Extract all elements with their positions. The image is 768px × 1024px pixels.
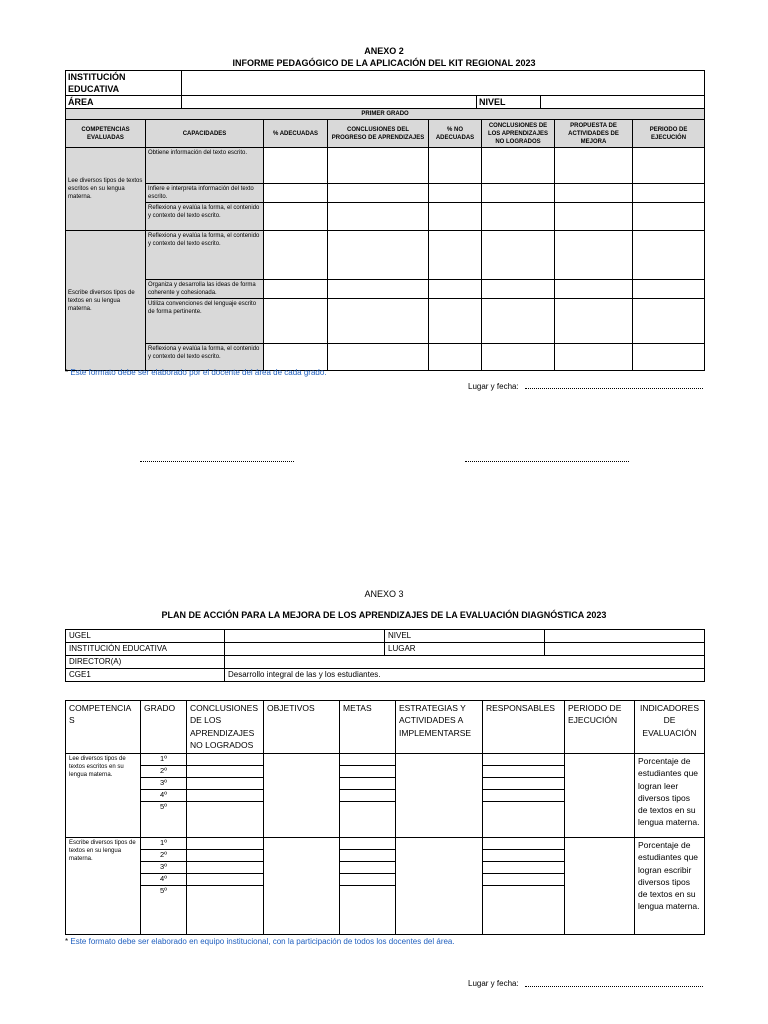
period-cell[interactable] — [565, 838, 635, 935]
ugel-label: UGEL — [66, 630, 225, 643]
annex3-plan-table — [65, 700, 705, 935]
col-evaluation-indicators: INDICADORES DE EVALUACIÓN — [635, 701, 705, 754]
input-cell[interactable] — [187, 790, 264, 802]
capacity-cell: Utiliza convenciones del lenguaje escrito de forma pertinente. — [146, 299, 264, 344]
input-cell[interactable] — [340, 874, 396, 886]
level-value[interactable] — [541, 96, 705, 109]
input-cell[interactable] — [555, 203, 633, 231]
grade-cell: 3º — [141, 778, 187, 790]
annex2-note — [65, 368, 327, 377]
director-value[interactable] — [225, 656, 705, 669]
annex3-info-table — [65, 629, 705, 682]
col-competencies: COMPETENCIAS EVALUADAS — [66, 120, 146, 148]
input-cell[interactable] — [187, 802, 264, 838]
capacity-cell: Infiere e interpreta información del texto escrito. — [146, 184, 264, 203]
input-cell[interactable] — [264, 231, 328, 280]
annex3-place-date-label: Lugar y fecha: — [468, 979, 519, 988]
input-cell[interactable] — [328, 231, 429, 280]
input-cell[interactable] — [482, 299, 555, 344]
col-execution-period: PERIODO DE EJECUCIÓN — [633, 120, 705, 148]
strategies-cell[interactable] — [396, 754, 483, 838]
competency-cell: Escribe diversos tipos de textos en su lengua materna. — [66, 838, 141, 935]
input-cell[interactable] — [429, 148, 482, 184]
input-cell[interactable] — [482, 203, 555, 231]
grade-cell: 4º — [141, 874, 187, 886]
input-cell[interactable] — [555, 184, 633, 203]
objectives-cell[interactable] — [264, 754, 340, 838]
input-cell[interactable] — [187, 862, 264, 874]
input-cell[interactable] — [429, 344, 482, 371]
input-cell[interactable] — [483, 862, 565, 874]
grade-cell: 1º — [141, 754, 187, 766]
annex3-title: PLAN DE ACCIÓN PARA LA MEJORA DE LOS APRENDIZAJES DE LA EVALUACIÓN DIAGNÓSTICA 2023 — [161, 610, 607, 620]
col-execution-period: PERIODO DE EJECUCIÓN — [565, 701, 635, 754]
grade-cell: 5º — [141, 802, 187, 838]
capacity-cell: Obtiene información del texto escrito. — [146, 148, 264, 184]
input-cell[interactable] — [340, 790, 396, 802]
grade-cell: 5º — [141, 886, 187, 935]
col-competencies: COMPETENCIA S — [66, 701, 141, 754]
input-cell[interactable] — [483, 874, 565, 886]
input-cell[interactable] — [633, 231, 705, 280]
col-pct-adequate: % ADECUADAS — [264, 120, 328, 148]
input-cell[interactable] — [187, 838, 264, 850]
input-cell[interactable] — [340, 754, 396, 766]
input-cell[interactable] — [483, 802, 565, 838]
input-cell[interactable] — [633, 148, 705, 184]
grade-cell: 1º — [141, 838, 187, 850]
director-label: DIRECTOR(A) — [66, 656, 225, 669]
input-cell[interactable] — [187, 886, 264, 935]
annex2-title: INFORME PEDAGÓGICO DE LA APLICACIÓN DEL KIT REGIONAL 2023 — [232, 58, 536, 68]
capacity-cell: Reflexiona y evalúa la forma, el contenido y contexto del texto escrito. — [146, 344, 264, 371]
input-cell[interactable] — [340, 862, 396, 874]
institution-value[interactable] — [225, 643, 385, 656]
table-row — [66, 231, 705, 280]
input-cell[interactable] — [429, 184, 482, 203]
note-star: * — [65, 937, 69, 946]
input-cell[interactable] — [482, 344, 555, 371]
signature-line-right[interactable] — [465, 461, 629, 462]
level-value[interactable] — [545, 630, 705, 643]
input-cell[interactable] — [328, 148, 429, 184]
input-cell[interactable] — [264, 344, 328, 371]
capacity-cell: Reflexiona y evalúa la forma, el contenido y contexto del texto escrito. — [146, 231, 264, 280]
annex3-label: ANEXO 3 — [364, 589, 404, 599]
input-cell[interactable] — [482, 184, 555, 203]
input-cell[interactable] — [555, 280, 633, 299]
input-cell[interactable] — [187, 778, 264, 790]
table-row — [66, 344, 705, 371]
annex2-label: ANEXO 2 — [364, 46, 404, 56]
area-value[interactable] — [182, 96, 477, 109]
input-cell[interactable] — [328, 184, 429, 203]
col-unachieved-conclusions: CONCLUSIONES DE LOS APRENDIZAJES NO LOGRADOS — [482, 120, 555, 148]
input-cell[interactable] — [633, 184, 705, 203]
institution-value[interactable] — [182, 71, 705, 96]
cge-label: CGE1 — [66, 669, 225, 682]
note-text: Este formato debe ser elaborado por el docente del área de cada grado. — [70, 368, 327, 377]
input-cell[interactable] — [264, 148, 328, 184]
ugel-value[interactable] — [225, 630, 385, 643]
col-progress-conclusions: CONCLUSIONES DEL PROGRESO DE APRENDIZAJES — [328, 120, 429, 148]
col-improvement-proposal: PROPUESTA DE ACTIVIDADES DE MEJORA — [555, 120, 633, 148]
competency-cell: Lee diversos tipos de textos escritos en su lengua materna. — [66, 148, 146, 231]
input-cell[interactable] — [340, 886, 396, 935]
input-cell[interactable] — [264, 203, 328, 231]
institution-label: INSTITUCIÓN EDUCATIVA — [66, 643, 225, 656]
input-cell[interactable] — [483, 754, 565, 766]
table-row — [66, 838, 705, 850]
input-cell[interactable] — [429, 299, 482, 344]
area-label: ÁREA — [66, 96, 182, 109]
input-cell[interactable] — [264, 184, 328, 203]
input-cell[interactable] — [482, 231, 555, 280]
signature-line-left[interactable] — [140, 461, 294, 462]
grade-cell: 2º — [141, 850, 187, 862]
table-row — [66, 280, 705, 299]
col-responsibles: RESPONSABLES — [483, 701, 565, 754]
objectives-cell[interactable] — [264, 838, 340, 935]
input-cell[interactable] — [483, 838, 565, 850]
input-cell[interactable] — [482, 280, 555, 299]
place-value[interactable] — [545, 643, 705, 656]
input-cell[interactable] — [633, 344, 705, 371]
level-label: NIVEL — [385, 630, 545, 643]
annex2-place-date-label: Lugar y fecha: — [468, 382, 519, 391]
input-cell[interactable] — [429, 231, 482, 280]
table-row — [66, 754, 705, 766]
competency-cell: Escribe diversos tipos de textos en su lengua materna. — [66, 231, 146, 371]
col-unachieved-conclusions: CONCLUSIONES DE LOS APRENDIZAJES NO LOGRADOS — [187, 701, 264, 754]
grade-header: PRIMER GRADO — [66, 109, 705, 120]
capacity-cell: Organiza y desarrolla las ideas de forma coherente y cohesionada. — [146, 280, 264, 299]
annex3-place-date-field[interactable] — [525, 986, 703, 987]
table-row — [66, 203, 705, 231]
competency-cell: Lee diversos tipos de textos escritos en su lengua materna. — [66, 754, 141, 838]
input-cell[interactable] — [340, 850, 396, 862]
input-cell[interactable] — [633, 299, 705, 344]
table-row — [66, 184, 705, 203]
level-label: NIVEL — [477, 96, 541, 109]
col-objectives: OBJETIVOS — [264, 701, 340, 754]
input-cell[interactable] — [328, 299, 429, 344]
table-row — [66, 299, 705, 344]
period-cell[interactable] — [565, 754, 635, 838]
place-label: LUGAR — [385, 643, 545, 656]
annex2-grade-table — [65, 108, 705, 371]
input-cell[interactable] — [340, 778, 396, 790]
grade-cell: 2º — [141, 766, 187, 778]
annex2-info-table — [65, 70, 705, 109]
input-cell[interactable] — [187, 874, 264, 886]
indicator-cell: Porcentaje de estudiantes que logran leer diversos tipos de textos en su lengua materna. — [635, 754, 705, 838]
input-cell[interactable] — [328, 280, 429, 299]
institution-label: INSTITUCIÓN EDUCATIVA — [66, 71, 182, 96]
col-capacities: CAPACIDADES — [146, 120, 264, 148]
table-row — [66, 148, 705, 184]
grade-cell: 4º — [141, 790, 187, 802]
input-cell[interactable] — [328, 203, 429, 231]
input-cell[interactable] — [555, 148, 633, 184]
col-strategies: ESTRATEGIAS Y ACTIVIDADES A IMPLEMENTARSE — [396, 701, 483, 754]
input-cell[interactable] — [555, 344, 633, 371]
capacity-cell: Reflexiona y evalúa la forma, el contenido y contexto del texto escrito. — [146, 203, 264, 231]
input-cell[interactable] — [483, 778, 565, 790]
input-cell[interactable] — [429, 280, 482, 299]
input-cell[interactable] — [264, 280, 328, 299]
input-cell[interactable] — [483, 850, 565, 862]
note-star: * — [65, 368, 69, 377]
grade-cell: 3º — [141, 862, 187, 874]
col-goals: METAS — [340, 701, 396, 754]
input-cell[interactable] — [633, 203, 705, 231]
indicator-cell: Porcentaje de estudiantes que logran escribir diversos tipos de textos en su lengua materna. — [635, 838, 705, 935]
input-cell[interactable] — [328, 344, 429, 371]
input-cell[interactable] — [555, 299, 633, 344]
input-cell[interactable] — [483, 790, 565, 802]
input-cell[interactable] — [187, 766, 264, 778]
input-cell[interactable] — [340, 802, 396, 838]
input-cell[interactable] — [429, 203, 482, 231]
input-cell[interactable] — [483, 766, 565, 778]
note-text: Este formato debe ser elaborado en equipo institucional, con la participación de todos los docentes del área. — [70, 937, 455, 946]
input-cell[interactable] — [340, 766, 396, 778]
strategies-cell[interactable] — [396, 838, 483, 935]
input-cell[interactable] — [482, 148, 555, 184]
input-cell[interactable] — [555, 231, 633, 280]
input-cell[interactable] — [340, 838, 396, 850]
input-cell[interactable] — [264, 299, 328, 344]
col-pct-not-adequate: % NO ADECUADAS — [429, 120, 482, 148]
input-cell[interactable] — [483, 886, 565, 935]
input-cell[interactable] — [187, 754, 264, 766]
cge-value: Desarrollo integral de las y los estudiantes. — [225, 669, 705, 682]
annex2-place-date-field[interactable] — [525, 388, 703, 389]
input-cell[interactable] — [633, 280, 705, 299]
annex3-note — [65, 937, 455, 946]
col-grade: GRADO — [141, 701, 187, 754]
input-cell[interactable] — [187, 850, 264, 862]
